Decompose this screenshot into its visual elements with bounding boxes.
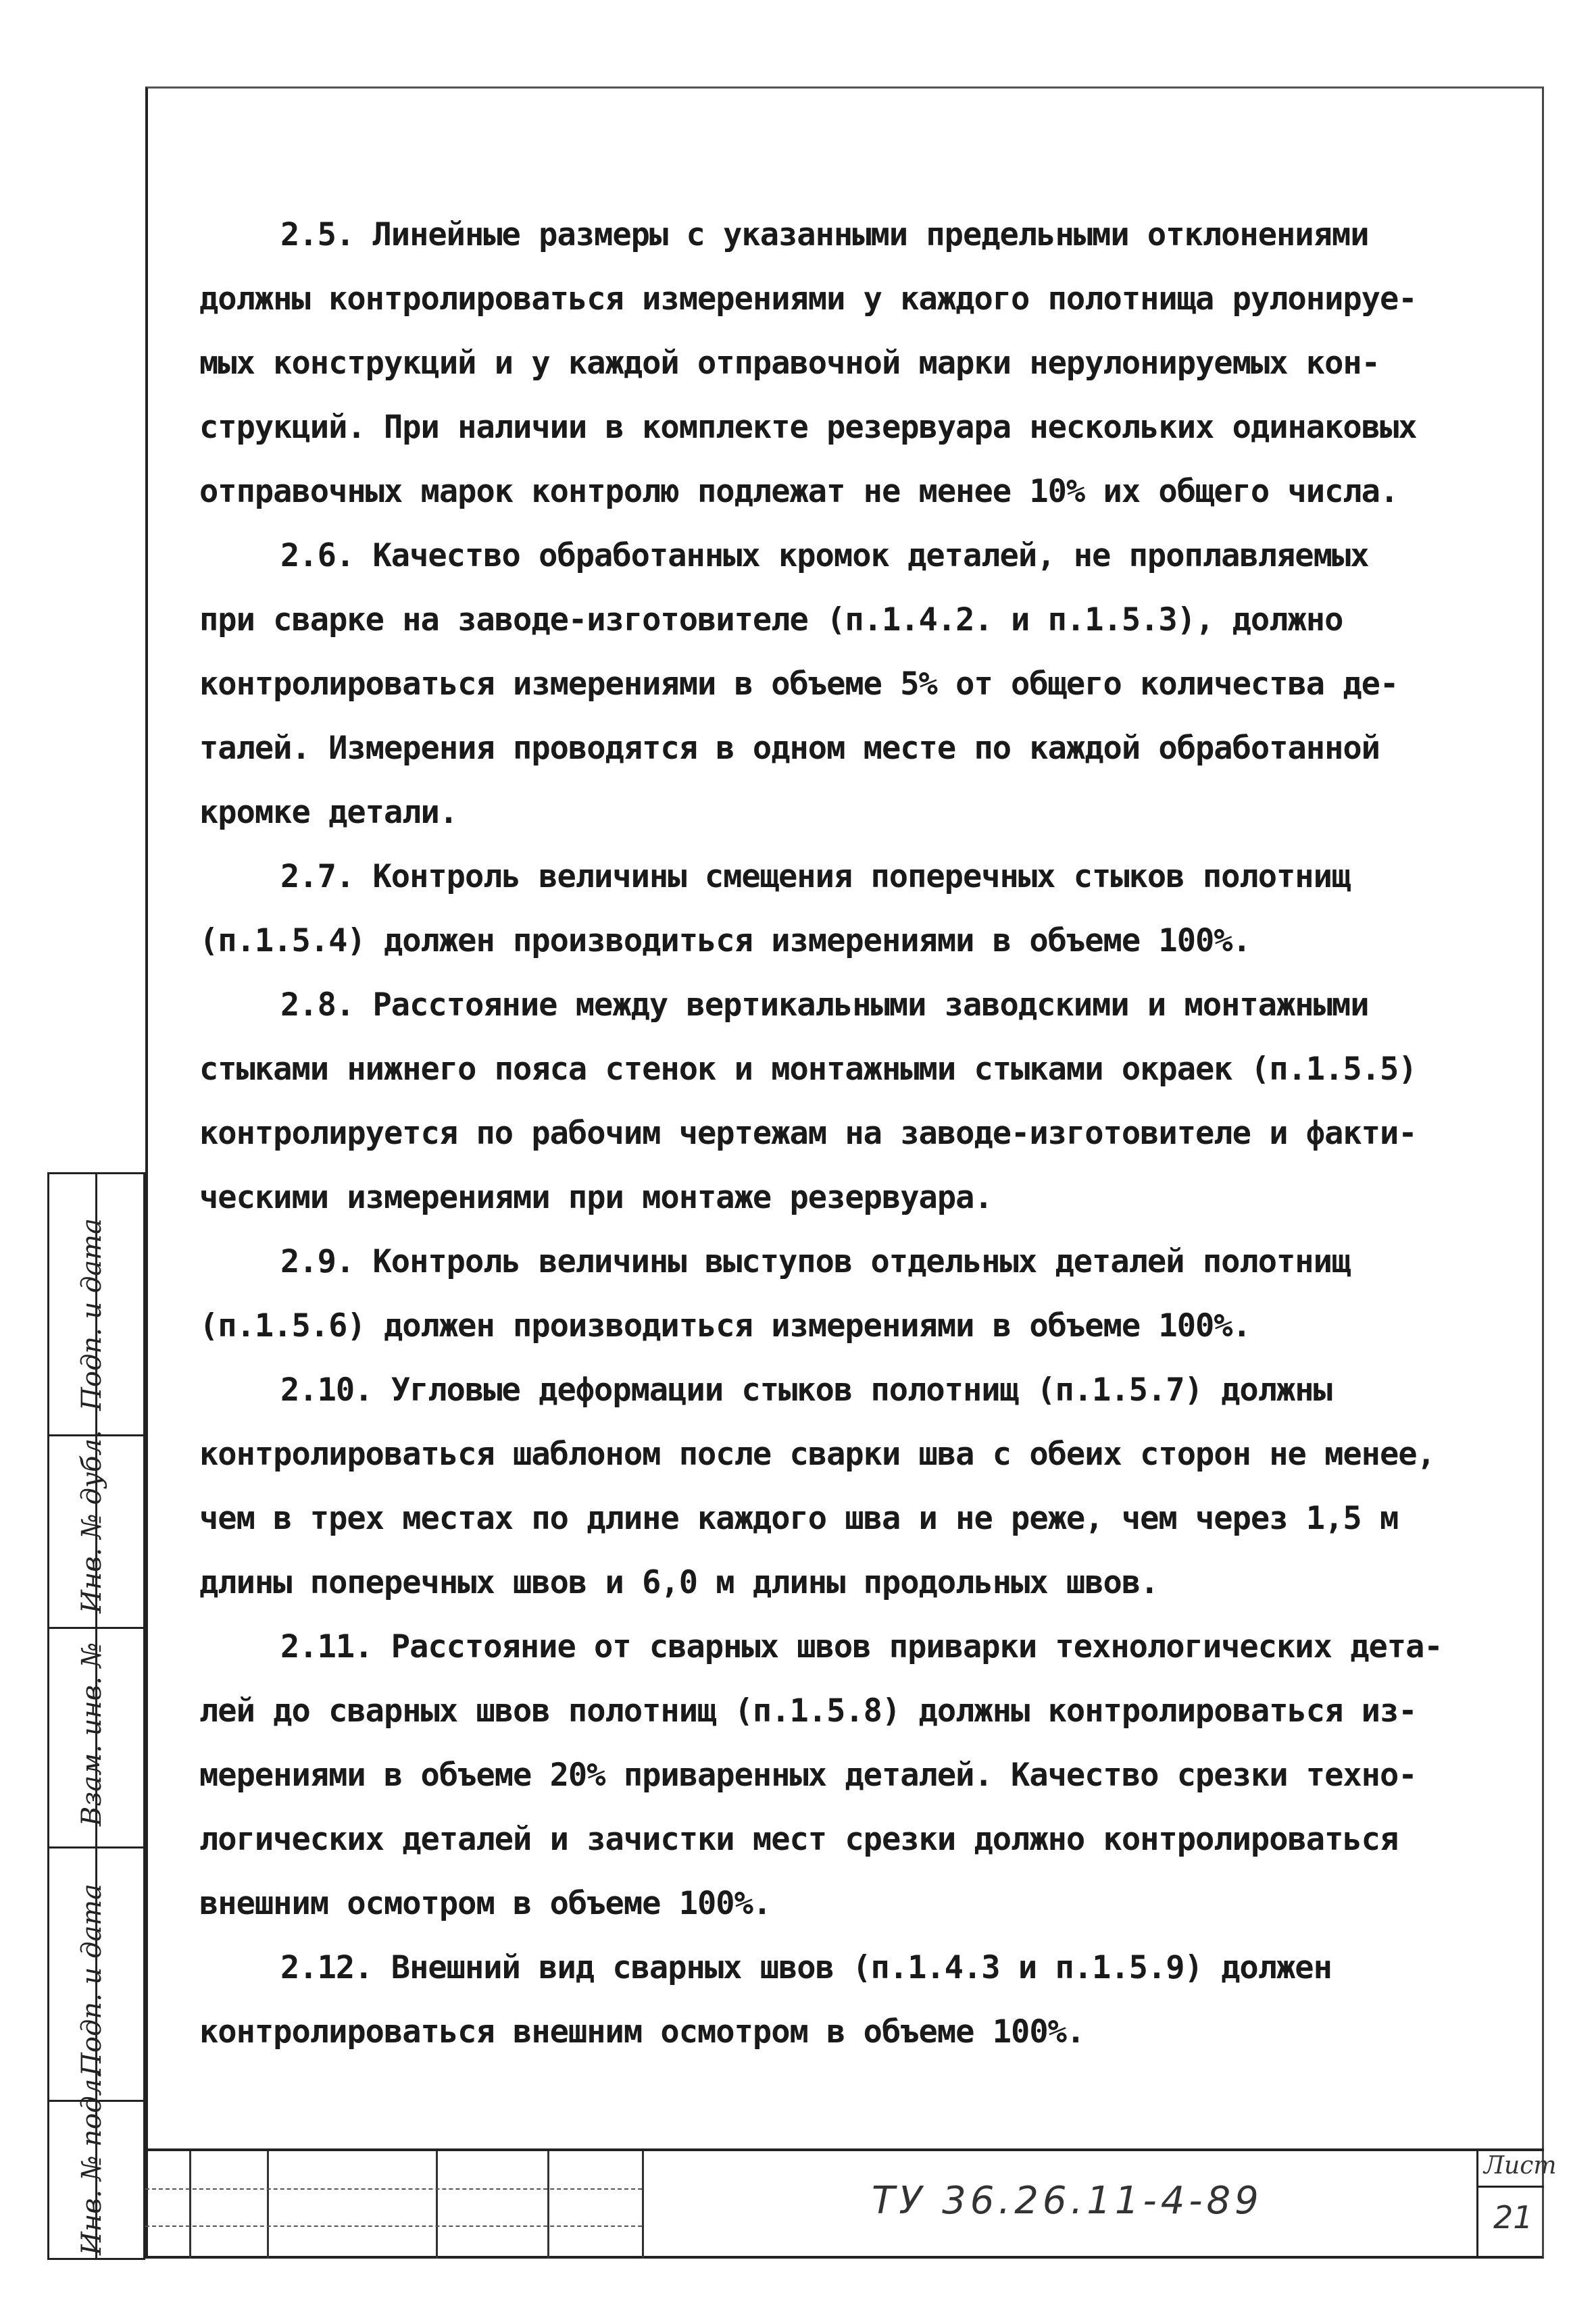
text-line: талей. Измерения проводятся в одном месте по каждой обработанной [199, 730, 1380, 767]
clause-2-7 [199, 845, 1524, 973]
clause-2-5 [199, 203, 1524, 524]
sheet-number-box [1476, 2148, 1557, 2259]
title-block [145, 2148, 1544, 2259]
text-line: 2.9. Контроль величины выступов отдельных деталей полотнищ [280, 1243, 1351, 1280]
text-line: кромке детали. [199, 794, 458, 831]
text-line: отправочных марок контролю подлежат не менее 10% их общего числа. [199, 473, 1399, 510]
text-line: при сварке на заводе-изготовителе (п.1.4.2. и п.1.5.3), должно [199, 601, 1343, 638]
clause-2-11 [199, 1615, 1524, 1936]
stamp-duplicate-inventory: Инв. № дубл. [76, 1430, 107, 1613]
text-line: 2.12. Внешний вид сварных швов (п.1.4.3 и п.1.5.9) должен [280, 1949, 1332, 1986]
clause-2-10 [199, 1358, 1524, 1615]
text-line: 2.11. Расстояние от сварных швов приварки технологических дета- [280, 1628, 1443, 1665]
clause-2-12 [199, 1936, 1524, 2064]
text-line: струкций. При наличии в комплекте резервуара нескольких одинаковых [199, 409, 1417, 446]
document-body [199, 203, 1524, 2064]
clause-2-8 [199, 973, 1524, 1230]
sheet-label: Лист [1484, 2152, 1557, 2180]
stamp-replacement-inventory: Взам. инв. № [76, 1642, 107, 1826]
text-line: (п.1.5.4) должен производиться измерениями в объеме 100%. [199, 922, 1251, 959]
clause-2-9 [199, 1230, 1524, 1358]
text-line: 2.8. Расстояние между вертикальными заводскими и монтажными [280, 986, 1369, 1024]
text-line: лей до сварных швов полотнищ (п.1.5.8) должны контролироваться из- [199, 1692, 1417, 1730]
stamp-signature-date-top: Подп. и дата [76, 1218, 107, 1411]
text-line: мерениями в объеме 20% приваренных деталей. Качество срезки техно- [199, 1757, 1417, 1794]
text-line: ческими измерениями при монтаже резервуара. [199, 1179, 993, 1216]
text-line: чем в трех местах по длине каждого шва и не реже, чем через 1,5 м [199, 1500, 1399, 1537]
text-line: длины поперечных швов и 6,0 м длины продольных швов. [199, 1564, 1159, 1601]
margin-stamp [47, 1172, 145, 2260]
text-line: контролируется по рабочим чертежам на заводе-изготовителе и факти- [199, 1115, 1417, 1152]
text-line: стыками нижнего пояса стенок и монтажными стыками окраек (п.1.5.5) [199, 1051, 1417, 1088]
text-line: (п.1.5.6) должен производиться измерениями в объеме 100%. [199, 1307, 1251, 1344]
text-line: контролироваться шаблоном после сварки шва с обеих сторон не менее, [199, 1436, 1435, 1473]
stamp-original-inventory: Инв. № подл. [76, 2070, 107, 2255]
document-code: ТУ 36.26.11-4-89 [872, 2179, 1263, 2223]
text-line: 2.10. Угловые деформации стыков полотнищ (п.1.5.7) должны [280, 1372, 1332, 1409]
stamp-signature-date-bottom: Подп. и дата [76, 1884, 107, 2076]
text-line: контролироваться измерениями в объеме 5% от общего количества де- [199, 665, 1399, 703]
text-line: 2.5. Линейные размеры с указанными предельными отклонениями [280, 216, 1369, 253]
text-line: 2.6. Качество обработанных кромок деталей, не проплавляемых [280, 537, 1369, 574]
sheet-number: 21 [1493, 2199, 1533, 2236]
text-line: контролироваться внешним осмотром в объеме 100%. [199, 2013, 1085, 2051]
text-line: внешним осмотром в объеме 100%. [199, 1885, 772, 1922]
text-line: должны контролироваться измерениями у каждого полотнища рулонируе- [199, 280, 1417, 318]
clause-2-6 [199, 524, 1524, 845]
text-line: 2.7. Контроль величины смещения поперечных стыков полотнищ [280, 858, 1351, 895]
text-line: мых конструкций и у каждой отправочной марки нерулонируемых кон- [199, 345, 1380, 382]
text-line: логических деталей и зачистки мест срезки должно контролироваться [199, 1821, 1399, 1858]
